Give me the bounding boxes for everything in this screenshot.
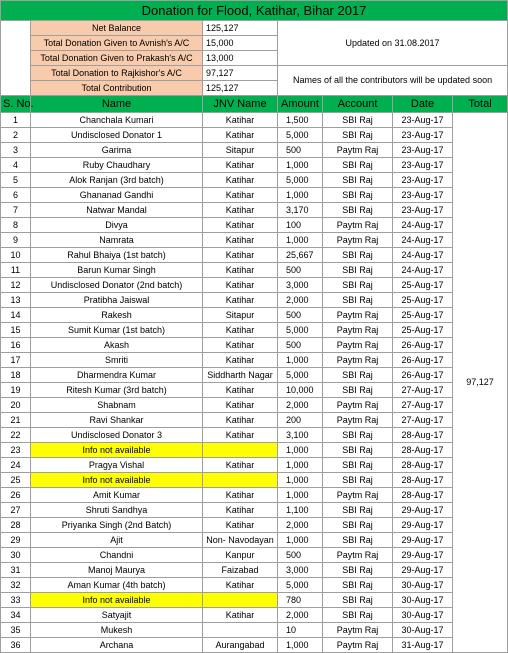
row-date-cell[interactable]: 23-Aug-17 xyxy=(393,203,453,218)
row-jnv-cell[interactable]: Katihar xyxy=(203,173,278,188)
table-row xyxy=(1,203,508,218)
row-sno-cell[interactable]: 30 xyxy=(1,548,31,563)
row-amount-cell[interactable]: 5,000 xyxy=(278,173,323,188)
table-row xyxy=(1,428,508,443)
row-sno-cell[interactable]: 10 xyxy=(1,248,31,263)
row-sno-cell[interactable]: 29 xyxy=(1,533,31,548)
row-date-cell[interactable]: 30-Aug-17 xyxy=(393,623,453,638)
row-name-cell[interactable]: Sumit Kumar (1st batch) xyxy=(31,323,203,338)
row-name-cell[interactable]: Undisclosed Donator 3 xyxy=(31,428,203,443)
row-date-cell[interactable]: 27-Aug-17 xyxy=(393,413,453,428)
row-amount-cell[interactable]: 2,000 xyxy=(278,398,323,413)
table-row xyxy=(1,413,508,428)
row-amount-cell[interactable]: 1,000 xyxy=(278,443,323,458)
row-jnv-cell[interactable]: Katihar xyxy=(203,263,278,278)
row-amount-cell[interactable]: 5,000 xyxy=(278,368,323,383)
row-name-cell[interactable]: Aman Kumar (4th batch) xyxy=(31,578,203,593)
table-row xyxy=(1,443,508,458)
row-jnv-cell[interactable]: Katihar xyxy=(203,413,278,428)
row-jnv-cell[interactable]: Katihar xyxy=(203,323,278,338)
row-name-cell[interactable]: Mukesh xyxy=(31,623,203,638)
row-jnv-cell[interactable]: Katihar xyxy=(203,428,278,443)
row-sno-cell[interactable]: 21 xyxy=(1,413,31,428)
updated-note[interactable]: Updated on 31.08.2017 xyxy=(278,21,508,66)
row-name-cell[interactable]: Ajit xyxy=(31,533,203,548)
table-row xyxy=(1,518,508,533)
row-sno-cell[interactable]: 4 xyxy=(1,158,31,173)
row-name-cell[interactable]: Garima xyxy=(31,143,203,158)
row-amount-cell[interactable]: 3,000 xyxy=(278,278,323,293)
row-jnv-cell[interactable] xyxy=(203,443,278,458)
row-account-cell[interactable]: SBI Raj xyxy=(323,248,393,263)
summary-value[interactable]: 13,000 xyxy=(203,51,278,66)
summary-value[interactable]: 97,127 xyxy=(203,66,278,81)
table-row xyxy=(1,113,508,128)
row-jnv-cell[interactable]: Sitapur xyxy=(203,308,278,323)
row-jnv-cell[interactable]: Katihar xyxy=(203,608,278,623)
row-amount-cell[interactable]: 2,000 xyxy=(278,293,323,308)
row-sno-cell[interactable]: 2 xyxy=(1,128,31,143)
table-row xyxy=(1,188,508,203)
row-date-cell[interactable]: 25-Aug-17 xyxy=(393,308,453,323)
row-account-cell[interactable]: SBI Raj xyxy=(323,503,393,518)
row-amount-cell[interactable]: 5,000 xyxy=(278,323,323,338)
row-jnv-cell[interactable]: Katihar xyxy=(203,518,278,533)
row-date-cell[interactable]: 23-Aug-17 xyxy=(393,173,453,188)
table-row xyxy=(1,608,508,623)
row-name-cell[interactable]: Pragya Vishal xyxy=(31,458,203,473)
table-row xyxy=(1,293,508,308)
header-total[interactable]: Total xyxy=(453,96,508,113)
row-name-cell[interactable]: Satyajit xyxy=(31,608,203,623)
row-account-cell[interactable]: SBI Raj xyxy=(323,293,393,308)
row-name-cell[interactable]: Manoj Maurya xyxy=(31,563,203,578)
row-jnv-cell[interactable]: Katihar xyxy=(203,503,278,518)
row-date-cell[interactable]: 24-Aug-17 xyxy=(393,218,453,233)
row-account-cell[interactable]: Paytm Raj xyxy=(323,338,393,353)
table-row xyxy=(1,593,508,608)
row-jnv-cell[interactable]: Katihar xyxy=(203,488,278,503)
row-account-cell[interactable]: SBI Raj xyxy=(323,443,393,458)
row-date-cell[interactable]: 28-Aug-17 xyxy=(393,488,453,503)
row-date-cell[interactable]: 30-Aug-17 xyxy=(393,608,453,623)
row-jnv-cell[interactable]: Sitapur xyxy=(203,143,278,158)
row-account-cell[interactable]: SBI Raj xyxy=(323,593,393,608)
row-name-cell[interactable]: Undisclosed Donator (2nd batch) xyxy=(31,278,203,293)
row-sno-cell[interactable]: 26 xyxy=(1,488,31,503)
row-date-cell[interactable]: 28-Aug-17 xyxy=(393,428,453,443)
table-row xyxy=(1,278,508,293)
table-row xyxy=(1,143,508,158)
row-name-cell[interactable]: Rakesh xyxy=(31,308,203,323)
header-date[interactable]: Date xyxy=(393,96,453,113)
row-date-cell[interactable]: 23-Aug-17 xyxy=(393,188,453,203)
row-amount-cell[interactable]: 2,000 xyxy=(278,608,323,623)
row-account-cell[interactable]: Paytm Raj xyxy=(323,233,393,248)
row-jnv-cell[interactable]: Katihar xyxy=(203,113,278,128)
row-account-cell[interactable]: SBI Raj xyxy=(323,608,393,623)
row-name-cell[interactable]: Ruby Chaudhary xyxy=(31,158,203,173)
row-sno-cell[interactable]: 8 xyxy=(1,218,31,233)
table-row xyxy=(1,578,508,593)
row-amount-cell[interactable]: 1,100 xyxy=(278,503,323,518)
row-sno-cell[interactable]: 31 xyxy=(1,563,31,578)
row-account-cell[interactable]: Paytm Raj xyxy=(323,143,393,158)
row-name-cell[interactable]: Namrata xyxy=(31,233,203,248)
row-jnv-cell[interactable]: Katihar xyxy=(203,398,278,413)
sheet-title[interactable]: Donation for Flood, Katihar, Bihar 2017 xyxy=(1,1,508,21)
row-name-cell[interactable]: Ravi Shankar xyxy=(31,413,203,428)
row-jnv-cell[interactable]: Katihar xyxy=(203,218,278,233)
row-amount-cell[interactable]: 10 xyxy=(278,623,323,638)
row-name-cell[interactable]: Chanchala Kumari xyxy=(31,113,203,128)
blank-cell[interactable] xyxy=(1,21,31,96)
row-name-cell[interactable]: Chandni xyxy=(31,548,203,563)
row-name-cell[interactable]: Dharmendra Kumar xyxy=(31,368,203,383)
table-row xyxy=(1,128,508,143)
row-amount-cell[interactable]: 3,170 xyxy=(278,203,323,218)
row-jnv-cell[interactable]: Katihar xyxy=(203,578,278,593)
row-account-cell[interactable]: SBI Raj xyxy=(323,263,393,278)
row-jnv-cell[interactable]: Katihar xyxy=(203,248,278,263)
row-amount-cell[interactable]: 10,000 xyxy=(278,383,323,398)
row-account-cell[interactable]: Paytm Raj xyxy=(323,548,393,563)
table-row xyxy=(1,383,508,398)
row-amount-cell[interactable]: 100 xyxy=(278,218,323,233)
row-date-cell[interactable]: 28-Aug-17 xyxy=(393,458,453,473)
row-account-cell[interactable]: SBI Raj xyxy=(323,203,393,218)
row-date-cell[interactable]: 29-Aug-17 xyxy=(393,503,453,518)
summary-label[interactable]: Total Donation to Rajkishor's A/C xyxy=(31,66,203,81)
row-account-cell[interactable]: SBI Raj xyxy=(323,158,393,173)
summary-value[interactable]: 15,000 xyxy=(203,36,278,51)
row-name-cell[interactable]: Rahul Bhaiya (1st batch) xyxy=(31,248,203,263)
table-row xyxy=(1,248,508,263)
row-sno-cell[interactable]: 9 xyxy=(1,233,31,248)
group-total-cell[interactable]: 97,127 xyxy=(453,113,508,653)
row-account-cell[interactable]: SBI Raj xyxy=(323,113,393,128)
table-row xyxy=(1,308,508,323)
row-sno-cell[interactable]: 36 xyxy=(1,638,31,653)
row-account-cell[interactable]: SBI Raj xyxy=(323,563,393,578)
row-account-cell[interactable]: Paytm Raj xyxy=(323,398,393,413)
table-row xyxy=(1,503,508,518)
row-sno-cell[interactable]: 22 xyxy=(1,428,31,443)
row-name-cell[interactable]: Barun Kumar Singh xyxy=(31,263,203,278)
row-jnv-cell[interactable]: Non- Navodayan xyxy=(203,533,278,548)
row-date-cell[interactable]: 29-Aug-17 xyxy=(393,548,453,563)
header-row xyxy=(1,96,508,113)
row-jnv-cell[interactable]: Katihar xyxy=(203,458,278,473)
row-jnv-cell[interactable]: Siddharth Nagar xyxy=(203,368,278,383)
table-row xyxy=(1,158,508,173)
row-date-cell[interactable]: 26-Aug-17 xyxy=(393,368,453,383)
row-amount-cell[interactable]: 1,000 xyxy=(278,158,323,173)
row-jnv-cell[interactable]: Katihar xyxy=(203,353,278,368)
row-jnv-cell[interactable] xyxy=(203,593,278,608)
row-date-cell[interactable]: 23-Aug-17 xyxy=(393,143,453,158)
row-amount-cell[interactable]: 780 xyxy=(278,593,323,608)
row-amount-cell[interactable]: 1,000 xyxy=(278,533,323,548)
row-name-cell[interactable]: Archana xyxy=(31,638,203,653)
row-account-cell[interactable]: SBI Raj xyxy=(323,173,393,188)
row-name-cell[interactable]: Akash xyxy=(31,338,203,353)
row-amount-cell[interactable]: 5,000 xyxy=(278,578,323,593)
row-name-cell[interactable]: Priyanka Singh (2nd Batch) xyxy=(31,518,203,533)
row-sno-cell[interactable]: 14 xyxy=(1,308,31,323)
row-name-cell[interactable]: Ghananad Gandhi xyxy=(31,188,203,203)
row-jnv-cell[interactable]: Katihar xyxy=(203,203,278,218)
row-amount-cell[interactable]: 25,667 xyxy=(278,248,323,263)
row-account-cell[interactable]: Paytm Raj xyxy=(323,488,393,503)
row-date-cell[interactable]: 25-Aug-17 xyxy=(393,323,453,338)
row-name-cell[interactable]: Info not available xyxy=(31,473,203,488)
row-name-cell[interactable]: Pratibha Jaiswal xyxy=(31,293,203,308)
row-account-cell[interactable]: Paytm Raj xyxy=(323,353,393,368)
row-jnv-cell[interactable]: Katihar xyxy=(203,158,278,173)
row-name-cell[interactable]: Shabnam xyxy=(31,398,203,413)
row-date-cell[interactable]: 27-Aug-17 xyxy=(393,398,453,413)
row-name-cell[interactable]: Undisclosed Donator 1 xyxy=(31,128,203,143)
row-jnv-cell[interactable]: Faizabad xyxy=(203,563,278,578)
row-sno-cell[interactable]: 7 xyxy=(1,203,31,218)
contributors-note[interactable]: Names of all the contributors will be updated soon xyxy=(278,66,508,96)
row-sno-cell[interactable]: 27 xyxy=(1,503,31,518)
row-account-cell[interactable]: SBI Raj xyxy=(323,188,393,203)
table-row xyxy=(1,338,508,353)
row-account-cell[interactable]: Paytm Raj xyxy=(323,638,393,653)
row-date-cell[interactable]: 26-Aug-17 xyxy=(393,353,453,368)
row-sno-cell[interactable]: 16 xyxy=(1,338,31,353)
row-account-cell[interactable]: Paytm Raj xyxy=(323,413,393,428)
row-date-cell[interactable]: 23-Aug-17 xyxy=(393,128,453,143)
row-amount-cell[interactable]: 3,000 xyxy=(278,563,323,578)
row-sno-cell[interactable]: 25 xyxy=(1,473,31,488)
row-date-cell[interactable]: 26-Aug-17 xyxy=(393,338,453,353)
row-date-cell[interactable]: 31-Aug-17 xyxy=(393,638,453,653)
row-sno-cell[interactable]: 6 xyxy=(1,188,31,203)
summary-label[interactable]: Total Donation Given to Avnish's A/C xyxy=(31,36,203,51)
row-sno-cell[interactable]: 33 xyxy=(1,593,31,608)
row-sno-cell[interactable]: 17 xyxy=(1,353,31,368)
row-amount-cell[interactable]: 5,000 xyxy=(278,128,323,143)
row-account-cell[interactable]: SBI Raj xyxy=(323,518,393,533)
row-amount-cell[interactable]: 1,000 xyxy=(278,353,323,368)
row-account-cell[interactable]: SBI Raj xyxy=(323,383,393,398)
table-row xyxy=(1,263,508,278)
header-sno[interactable]: S. No. xyxy=(1,96,31,113)
row-sno-cell[interactable]: 24 xyxy=(1,458,31,473)
row-amount-cell[interactable]: 1,000 xyxy=(278,458,323,473)
row-amount-cell[interactable]: 500 xyxy=(278,338,323,353)
header-amount[interactable]: Amount xyxy=(278,96,323,113)
header-name[interactable]: Name xyxy=(31,96,203,113)
row-date-cell[interactable]: 23-Aug-17 xyxy=(393,158,453,173)
row-date-cell[interactable]: 23-Aug-17 xyxy=(393,113,453,128)
row-account-cell[interactable]: SBI Raj xyxy=(323,578,393,593)
row-amount-cell[interactable]: 1,000 xyxy=(278,233,323,248)
row-jnv-cell[interactable]: Kanpur xyxy=(203,548,278,563)
table-row xyxy=(1,638,508,653)
row-account-cell[interactable]: Paytm Raj xyxy=(323,308,393,323)
row-name-cell[interactable]: Shruti Sandhya xyxy=(31,503,203,518)
table-row xyxy=(1,218,508,233)
row-amount-cell[interactable]: 2,000 xyxy=(278,518,323,533)
row-amount-cell[interactable]: 3,100 xyxy=(278,428,323,443)
row-amount-cell[interactable]: 500 xyxy=(278,263,323,278)
row-sno-cell[interactable]: 3 xyxy=(1,143,31,158)
table-row xyxy=(1,398,508,413)
row-account-cell[interactable]: SBI Raj xyxy=(323,368,393,383)
row-name-cell[interactable]: Alok Ranjan (3rd batch) xyxy=(31,173,203,188)
row-date-cell[interactable]: 24-Aug-17 xyxy=(393,248,453,263)
row-amount-cell[interactable]: 1,000 xyxy=(278,488,323,503)
row-account-cell[interactable]: SBI Raj xyxy=(323,278,393,293)
row-sno-cell[interactable]: 23 xyxy=(1,443,31,458)
table-row xyxy=(1,233,508,248)
row-amount-cell[interactable]: 500 xyxy=(278,548,323,563)
row-name-cell[interactable]: Smriti xyxy=(31,353,203,368)
row-name-cell[interactable]: Ritesh Kumar (3rd batch) xyxy=(31,383,203,398)
row-date-cell[interactable]: 25-Aug-17 xyxy=(393,293,453,308)
row-date-cell[interactable]: 29-Aug-17 xyxy=(393,533,453,548)
row-sno-cell[interactable]: 12 xyxy=(1,278,31,293)
row-sno-cell[interactable]: 11 xyxy=(1,263,31,278)
table-row xyxy=(1,458,508,473)
row-sno-cell[interactable]: 20 xyxy=(1,398,31,413)
table-row xyxy=(1,173,508,188)
table-row xyxy=(1,548,508,563)
header-jnv[interactable]: JNV Name xyxy=(203,96,278,113)
row-account-cell[interactable]: SBI Raj xyxy=(323,533,393,548)
table-row xyxy=(1,623,508,638)
table-row xyxy=(1,533,508,548)
table-row xyxy=(1,563,508,578)
row-amount-cell[interactable]: 500 xyxy=(278,308,323,323)
row-jnv-cell[interactable] xyxy=(203,623,278,638)
row-sno-cell[interactable]: 32 xyxy=(1,578,31,593)
table-row xyxy=(1,488,508,503)
summary-value[interactable]: 125,127 xyxy=(203,21,278,36)
row-date-cell[interactable]: 29-Aug-17 xyxy=(393,563,453,578)
table-row xyxy=(1,323,508,338)
row-jnv-cell[interactable]: Katihar xyxy=(203,383,278,398)
row-sno-cell[interactable]: 18 xyxy=(1,368,31,383)
summary-label[interactable]: Net Balance xyxy=(31,21,203,36)
row-name-cell[interactable]: Info not available xyxy=(31,593,203,608)
row-amount-cell[interactable]: 1,000 xyxy=(278,473,323,488)
row-date-cell[interactable]: 28-Aug-17 xyxy=(393,473,453,488)
row-account-cell[interactable]: Paytm Raj xyxy=(323,218,393,233)
row-jnv-cell[interactable]: Katihar xyxy=(203,338,278,353)
row-sno-cell[interactable]: 19 xyxy=(1,383,31,398)
row-sno-cell[interactable]: 5 xyxy=(1,173,31,188)
row-jnv-cell[interactable]: Katihar xyxy=(203,128,278,143)
row-date-cell[interactable]: 24-Aug-17 xyxy=(393,263,453,278)
row-jnv-cell[interactable]: Katihar xyxy=(203,188,278,203)
row-jnv-cell[interactable]: Aurangabad xyxy=(203,638,278,653)
summary-value[interactable]: 125,127 xyxy=(203,81,278,96)
row-name-cell[interactable]: Amit Kumar xyxy=(31,488,203,503)
table-row xyxy=(1,353,508,368)
row-jnv-cell[interactable]: Katihar xyxy=(203,293,278,308)
table-row xyxy=(1,473,508,488)
row-name-cell[interactable]: Natwar Mandal xyxy=(31,203,203,218)
row-jnv-cell[interactable] xyxy=(203,473,278,488)
row-amount-cell[interactable]: 1,000 xyxy=(278,188,323,203)
row-amount-cell[interactable]: 1,500 xyxy=(278,113,323,128)
row-sno-cell[interactable]: 15 xyxy=(1,323,31,338)
row-date-cell[interactable]: 30-Aug-17 xyxy=(393,578,453,593)
row-account-cell[interactable]: SBI Raj xyxy=(323,458,393,473)
row-amount-cell[interactable]: 1,000 xyxy=(278,638,323,653)
row-account-cell[interactable]: SBI Raj xyxy=(323,428,393,443)
table-row xyxy=(1,368,508,383)
row-account-cell[interactable]: Paytm Raj xyxy=(323,323,393,338)
summary-label[interactable]: Total Contribution xyxy=(31,81,203,96)
row-date-cell[interactable]: 28-Aug-17 xyxy=(393,443,453,458)
row-date-cell[interactable]: 27-Aug-17 xyxy=(393,383,453,398)
row-name-cell[interactable]: Info not available xyxy=(31,443,203,458)
row-sno-cell[interactable]: 35 xyxy=(1,623,31,638)
row-date-cell[interactable]: 29-Aug-17 xyxy=(393,518,453,533)
summary-label[interactable]: Total Donation Given to Prakash's A/C xyxy=(31,51,203,66)
row-account-cell[interactable]: Paytm Raj xyxy=(323,623,393,638)
row-sno-cell[interactable]: 34 xyxy=(1,608,31,623)
row-sno-cell[interactable]: 28 xyxy=(1,518,31,533)
row-date-cell[interactable]: 25-Aug-17 xyxy=(393,278,453,293)
row-date-cell[interactable]: 30-Aug-17 xyxy=(393,593,453,608)
row-sno-cell[interactable]: 1 xyxy=(1,113,31,128)
row-name-cell[interactable]: Divya xyxy=(31,218,203,233)
row-jnv-cell[interactable]: Katihar xyxy=(203,233,278,248)
row-account-cell[interactable]: SBI Raj xyxy=(323,128,393,143)
row-amount-cell[interactable]: 200 xyxy=(278,413,323,428)
row-jnv-cell[interactable]: Katihar xyxy=(203,278,278,293)
row-sno-cell[interactable]: 13 xyxy=(1,293,31,308)
row-date-cell[interactable]: 24-Aug-17 xyxy=(393,233,453,248)
row-account-cell[interactable]: SBI Raj xyxy=(323,473,393,488)
header-account[interactable]: Account xyxy=(323,96,393,113)
row-amount-cell[interactable]: 500 xyxy=(278,143,323,158)
